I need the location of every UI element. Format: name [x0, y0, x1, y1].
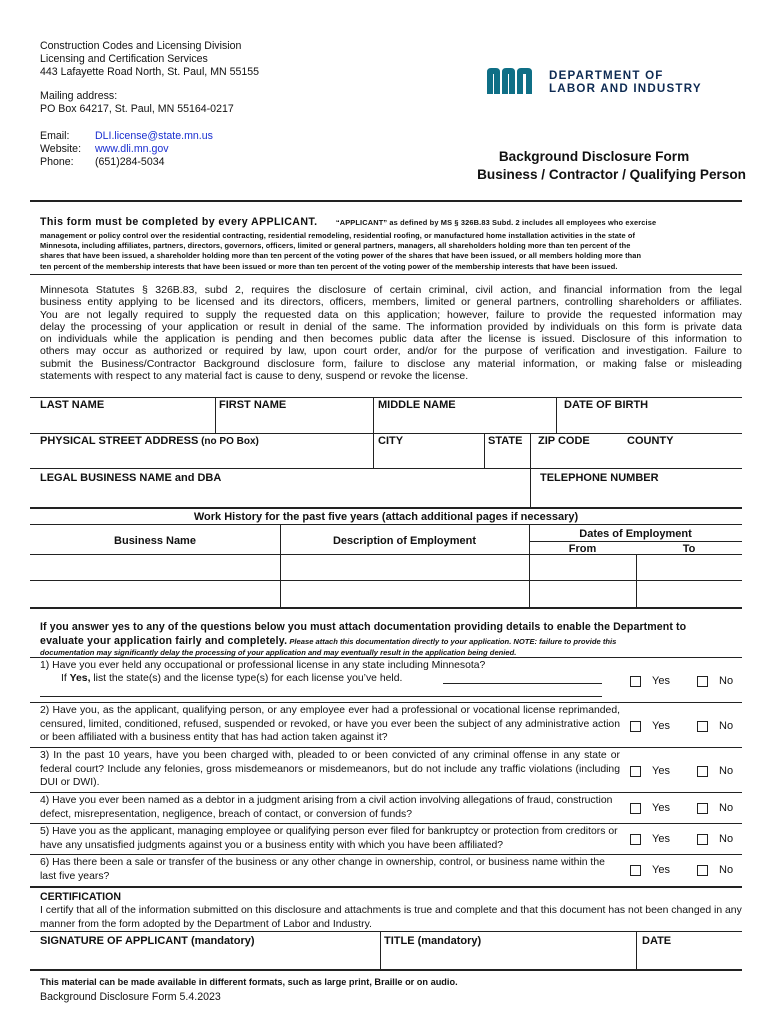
- question-text: 6) Has there been a sale or transfer of the business or any other change in ownership, control, or business name within the last five years?: [40, 857, 605, 882]
- telephone-label: TELEPHONE NUMBER: [540, 472, 659, 484]
- applicant-def-line: “APPLICANT” as defined by MS § 326B.83 Subd. 2 includes all employees who exercise: [335, 218, 657, 227]
- county-input[interactable]: [627, 448, 737, 466]
- title-label: TITLE (mandatory): [384, 935, 482, 947]
- dob-label: DATE OF BIRTH: [564, 399, 649, 411]
- question-text: 3) In the past 10 years, have you been charged with, pleaded to or been convicted of any criminal offense in any state or federal court? Include any felonies, gross misdemeanors or misdemeanors, but do not include any traffic violations (including DUI or DWI).: [40, 750, 620, 789]
- title-input[interactable]: [384, 948, 632, 967]
- website-label: Website:: [40, 143, 82, 155]
- zip-label: ZIP CODE: [538, 435, 590, 447]
- statute-line: Minnesota Statutes § 326B.83, subd 2, requires the disclosure of certain criminal, civil action, and financial information from the legal: [40, 284, 742, 296]
- statute-paragraph: [40, 284, 742, 382]
- street-address-note: (no PO Box): [198, 436, 259, 447]
- col-description: Description of Employment: [332, 535, 477, 547]
- q1-yes-label: Yes: [652, 675, 670, 687]
- question-subtext-post: list the state(s) and the license type(s) for each license you’ve held.: [90, 673, 403, 684]
- q3-no-checkbox[interactable]: [697, 766, 708, 777]
- q4-no-label: No: [719, 802, 734, 814]
- street-address-input[interactable]: [40, 448, 368, 466]
- q5-yes-checkbox[interactable]: [630, 834, 641, 845]
- city-input[interactable]: [378, 448, 480, 466]
- question-text: 2) Have you, as the applicant, qualifying person, or any employee ever had a professional or vocational license reprimanded, censured, limited, conditioned, refused, suspended or revoked, or have you ever been the subject of any administrative action or been affiliated with a business entity that has had action taken against it?: [40, 705, 620, 744]
- q5-no-checkbox[interactable]: [697, 834, 708, 845]
- statute-line: others may occur as authorized or required by law, upon court order, and/or for the purpose of verification and investigation. Failure to: [40, 345, 742, 358]
- applicant-def-line: shares that have been issued, a shareholder holding more than ten percent of the voting power of the shares that have been issued, or all members holding more than: [40, 251, 642, 261]
- questions-intro: [40, 621, 742, 658]
- state-input[interactable]: [488, 448, 526, 466]
- q2-yes-checkbox[interactable]: [630, 721, 641, 732]
- telephone-input[interactable]: [540, 486, 736, 504]
- statute-line: submit the Business/Contractor Background disclosure form, failure to disclose any material information, or making false or misleading: [40, 357, 742, 370]
- first-name-input[interactable]: [219, 412, 369, 430]
- statute-line: business entity applying to be licensed and its directors, officers, members, limited or general partners, controlling shareholders or affiliates.: [40, 296, 742, 309]
- signature-input[interactable]: [40, 948, 376, 967]
- mailing-address: PO Box 64217, St. Paul, MN 55164-0217: [40, 103, 234, 115]
- q2-no-checkbox[interactable]: [697, 721, 708, 732]
- q4-no-checkbox[interactable]: [697, 803, 708, 814]
- divider: [30, 657, 742, 658]
- city-label: CITY: [378, 435, 404, 447]
- applicant-lead: This form must be completed by every APPLICANT.: [40, 216, 318, 228]
- question-subtext: [61, 672, 441, 686]
- middle-name-input[interactable]: [378, 412, 552, 430]
- q1-no-label: No: [719, 675, 734, 687]
- question-text: 5) Have you as the applicant, managing employee or qualifying person ever filed for bankruptcy or protection from creditors or have any unsatisfied judgments against you or a business entity with which you have been affiliated?: [40, 826, 618, 851]
- logo-text-line2: LABOR AND INDUSTRY: [549, 82, 702, 95]
- middle-name-label: MIDDLE NAME: [378, 399, 456, 411]
- q2-no-label: No: [719, 720, 734, 732]
- q1-yes-checkbox[interactable]: [630, 676, 641, 687]
- date-input[interactable]: [642, 948, 738, 967]
- work-row-2-business-input[interactable]: [32, 582, 278, 605]
- street-address-label-text: PHYSICAL STREET ADDRESS: [40, 435, 199, 447]
- q3-no-label: No: [719, 765, 734, 777]
- applicant-def-line: Minnesota, including affiliates, partners, directors, governors, officers, limited or general partners, managers, all shareholders holding more than ten percent of the: [40, 241, 631, 251]
- applicant-def-line: ten percent of the membership interests that have been issued or more than ten percent of the voting power of the membership interests that have been issued.: [40, 261, 618, 271]
- form-id: Background Disclosure Form 5.4.2023: [40, 991, 221, 1003]
- divider: [30, 792, 742, 793]
- website-link[interactable]: www.dli.mn.gov: [95, 143, 169, 155]
- questions-intro-bold: evaluate your application fairly and completely.: [40, 635, 288, 647]
- last-name-label: LAST NAME: [40, 399, 105, 411]
- q3-yes-label: Yes: [652, 765, 670, 777]
- divider: [30, 747, 742, 748]
- divider: [30, 886, 742, 888]
- phone-value: (651)284-5034: [95, 156, 165, 168]
- street-address-label: [40, 435, 259, 447]
- zip-input[interactable]: [538, 448, 622, 466]
- org-address: 443 Lafayette Road North, St. Paul, MN 55155: [40, 66, 260, 78]
- form-title-line1: Background Disclosure Form: [498, 149, 690, 164]
- divider: [30, 854, 742, 855]
- certification-text: I certify that all of the information submitted on this disclosure and attachments is true and complete and that this document has not been changed in any manner from the form adopted by the Department of Labor and Industry.: [40, 905, 742, 930]
- q4-yes-checkbox[interactable]: [630, 803, 641, 814]
- form-subtitle: Business / Contractor / Qualifying Person: [477, 167, 746, 182]
- license-input-line[interactable]: [443, 683, 602, 684]
- work-row-2-to-input[interactable]: [638, 582, 740, 605]
- work-row-2-description-input[interactable]: [282, 582, 527, 605]
- certification-heading: CERTIFICATION: [40, 891, 122, 903]
- state-label: STATE: [488, 435, 523, 447]
- divider: [30, 823, 742, 824]
- business-name-input[interactable]: [40, 486, 526, 504]
- mailing-label: Mailing address:: [40, 90, 118, 102]
- first-name-label: FIRST NAME: [219, 399, 287, 411]
- applicant-def-line: management or policy control over the residential contracting, residential remodeling, residential roofing, or manufactured home installation activities in the state of: [40, 231, 636, 240]
- statute-line: You are not legally required to supply the requested data on this application; however, failure to provide the requested information may: [40, 308, 742, 321]
- last-name-input[interactable]: [40, 412, 210, 430]
- applicant-definition: [40, 212, 742, 272]
- work-history-title: Work History for the past five years (attach additional pages if necessary): [193, 511, 579, 523]
- mn-logo-icon: [487, 68, 541, 94]
- form-title: [420, 148, 768, 184]
- statute-line: statements with respect to any material fact is cause to deny, suspend or revoke the license.: [40, 370, 469, 383]
- q6-yes-label: Yes: [652, 864, 670, 876]
- q5-no-label: No: [719, 833, 734, 845]
- questions-intro-line: If you answer yes to any of the questions below you must attach documentation providing details to enable the Department to: [40, 621, 687, 633]
- work-row-1-description-input[interactable]: [282, 556, 527, 578]
- email-label: Email:: [40, 130, 70, 142]
- q5-yes-label: Yes: [652, 833, 670, 845]
- org-line: Licensing and Certification Services: [40, 53, 208, 65]
- q2-yes-label: Yes: [652, 720, 670, 732]
- license-input-line-2[interactable]: [40, 696, 602, 697]
- col-dates: Dates of Employment: [579, 528, 692, 540]
- work-row-1-business-input[interactable]: [32, 556, 278, 578]
- dob-input[interactable]: [564, 412, 736, 430]
- email-link[interactable]: DLI.license@state.mn.us: [95, 130, 213, 142]
- county-label: COUNTY: [627, 435, 674, 447]
- question-text: 4) Have you ever been named as a debtor in a judgment arising from a civil action involving allegations of fraud, construction defect, misrepresentation, negligence, breach of contact, or conversion of funds?: [40, 795, 613, 820]
- q4-yes-label: Yes: [652, 802, 670, 814]
- statute-line: on individuals while the application is pending and then becomes public data after the license is issued. Disclosure of this information to: [40, 333, 742, 346]
- signature-label: SIGNATURE OF APPLICANT (mandatory): [40, 935, 255, 947]
- q6-no-label: No: [719, 864, 734, 876]
- q6-yes-checkbox[interactable]: [630, 865, 641, 876]
- col-from: From: [568, 543, 597, 555]
- questions-intro-italic: Please attach this documentation directly to your application. NOTE: failure to provide this: [287, 637, 617, 646]
- col-business-name: Business Name: [114, 535, 196, 547]
- work-row-2-from-input[interactable]: [531, 582, 634, 605]
- availability-note: This material can be made available in different formats, such as large print, Braille or on audio.: [40, 977, 458, 987]
- work-row-1-from-input[interactable]: [531, 556, 634, 578]
- q1-no-checkbox[interactable]: [697, 676, 708, 687]
- work-row-1-to-input[interactable]: [638, 556, 740, 578]
- divider: [30, 702, 742, 703]
- header-divider: [30, 200, 742, 202]
- q6-no-checkbox[interactable]: [697, 865, 708, 876]
- question-subtext-bold: Yes,: [69, 673, 91, 684]
- logo-text-line1: DEPARTMENT OF: [549, 69, 664, 82]
- statute-line: delay the processing of your application or result in denial of the same. The information provided by individuals on this form is private data: [40, 320, 742, 333]
- question-text: 1) Have you ever held any occupational or professional license in any state including Minnesota?: [40, 660, 486, 671]
- divider: [30, 274, 742, 275]
- col-to: To: [682, 543, 696, 555]
- phone-label: Phone:: [40, 156, 74, 168]
- org-line: Construction Codes and Licensing Division: [40, 40, 242, 52]
- questions-intro-italic: documentation may significantly delay the processing of your application and may eventually result in the application being denied.: [40, 648, 517, 657]
- question-subtext-pre: If: [61, 673, 70, 684]
- date-label: DATE: [642, 935, 672, 947]
- business-name-label: LEGAL BUSINESS NAME and DBA: [40, 472, 222, 484]
- q3-yes-checkbox[interactable]: [630, 766, 641, 777]
